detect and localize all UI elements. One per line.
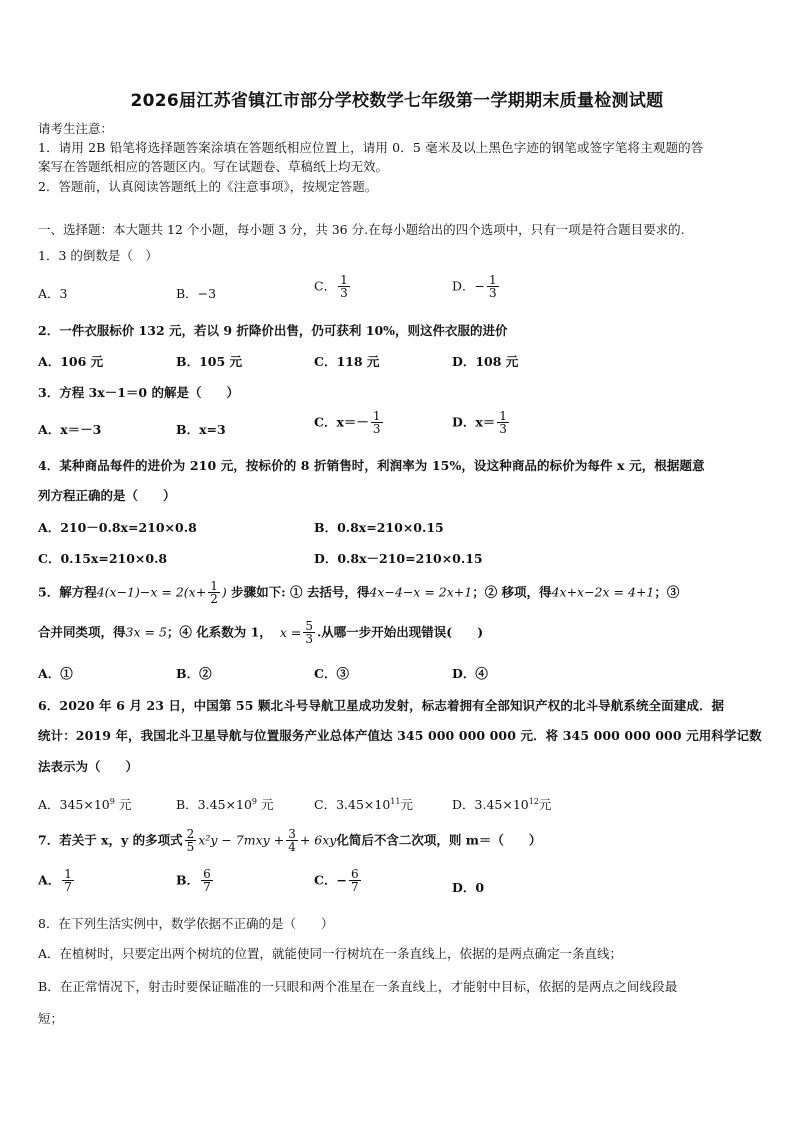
notice-item-1-line-2: 案写在答题纸相应的答题区内。写在试题卷、草稿纸上均无效。 <box>38 159 389 174</box>
q2-option-b: B．105 元 <box>176 354 243 369</box>
q2-option-d: D．108 元 <box>452 354 519 369</box>
q5-stem-line-2: 合并同类项，得3x = 5；④ 化系数为 1， x = $\frac{5}{3}$ .从哪一步开始出现错误( ) <box>38 619 484 646</box>
fraction: $\frac{1}{7}$ <box>64 867 72 894</box>
fraction: $\frac{1}{3}$ <box>340 273 348 300</box>
q1-stem: 1．3 的倒数是（ ） <box>38 248 158 263</box>
fraction: $\frac{5}{3}$ <box>305 619 313 646</box>
q4-stem-line-1: 4．某种商品每件的进价为 210 元，按标价的 8 折销售时，利润率为 15%，设这种商品的标价为每件 x 元，根据题意 <box>38 458 705 473</box>
q6-stem-line-3: 法表示为（ ） <box>38 759 139 774</box>
fraction: $\frac{6}{7}$ <box>203 867 211 894</box>
q6-option-c: C．$3.45\times 10^{11}$元 <box>314 796 413 812</box>
q2-option-a: A．106 元 <box>38 354 104 369</box>
q1-option-b: B．−3 <box>176 286 217 301</box>
q3-stem: 3．方程 3x－1＝0 的解是（ ） <box>38 385 239 400</box>
q6-option-a: A．$345\times 10^9$ 元 <box>38 796 132 812</box>
q1-option-a: A．3 <box>38 286 68 301</box>
q8-stem: 8．在下列生活实例中，数学依据不正确的是（ ） <box>38 916 334 931</box>
fraction: $\frac{6}{7}$ <box>350 867 359 894</box>
q4-option-c: C．0.15x=210×0.8 <box>38 551 168 566</box>
fraction: $\frac{2}{5}$ <box>186 827 195 854</box>
q1-option-d: D．− $\frac{1}{3}$ <box>452 273 497 300</box>
q8-option-b-line-2: 短； <box>38 1011 64 1026</box>
q3-option-c: C．x＝－ $\frac{1}{3}$ <box>314 409 381 436</box>
q8-option-b-line-1: B．在正常情况下，射击时要保证瞄准的一只眼和两个准星在一条直线上，才能射中目标，依据的是两点之间线段最 <box>38 979 678 994</box>
notice-item-2: 2．答题前，认真阅读答题纸上的《注意事项》，按规定答题。 <box>38 179 378 194</box>
fraction: $\frac{1}{3}$ <box>489 273 497 300</box>
q1-option-c: C． $\frac{1}{3}$ <box>314 273 348 300</box>
q6-stem-line-1: 6．2020 年 6 月 23 日，中国第 55 颗北斗号导航卫星成功发射，标志着拥有全部知识产权的北斗导航系统全面建成．据 <box>38 698 725 713</box>
notice-heading: 请考生注意： <box>38 121 114 136</box>
q2-stem: 2．一件衣服标价 132 元，若以 9 折降价出售，仍可获利 10%，则这件衣服的进价 <box>38 323 508 338</box>
q4-option-d: D．0.8x－210=210×0.15 <box>314 551 483 566</box>
q7-option-a: A． $\frac{1}{7}$ <box>38 867 72 894</box>
q6-option-d: D．$3.45\times 10^{12}$元 <box>452 796 552 812</box>
q4-stem-line-2: 列方程正确的是（ ） <box>38 488 176 503</box>
q6-option-b: B．$3.45\times 10^9$ 元 <box>176 796 274 812</box>
q4-option-a: A．210－0.8x=210×0.8 <box>38 520 197 535</box>
notice-item-1-line-1: 1．请用 2B 铅笔将选择题答案涂填在答题纸相应位置上，请用 0．5 毫米及以上黑色字迹的钢笔或签字笔将主观题的答 <box>38 140 704 155</box>
q5-option-c: C．③ <box>314 666 349 681</box>
q7-option-c: C．− $\frac{6}{7}$ <box>314 867 359 894</box>
q4-option-b: B．0.8x=210×0.15 <box>314 520 444 535</box>
q5-stem-line-1: 5．解方程4(x−1)−x = 2(x+ $\frac{1}{2}$ ) 步骤如下: ① 去括号，得4x−4−x = 2x+1；② 移项，得4x+x−2x = 4+1；③ <box>38 579 680 606</box>
fraction: $\frac{1}{3}$ <box>372 409 381 436</box>
q7-stem: 7．若关于 x，y 的多项式 $\frac{2}{5}$ x²y − 7mxy + $\frac{3}{4}$ + 6xy化简后不含二次项，则 m＝（ ） <box>38 827 542 854</box>
fraction: $\frac{3}{4}$ <box>288 827 296 854</box>
q7-option-d: D．0 <box>452 880 485 895</box>
page-title: 2026届江苏省镇江市部分学校数学七年级第一学期期末质量检测试题 <box>130 91 664 111</box>
q5-option-a: A．① <box>38 666 73 681</box>
q6-stem-line-2: 统计：2019 年，我国北斗卫星导航与位置服务产业总体产值达 345 000 000 000 元．将 345 000 000 000 元用科学记数 <box>38 728 762 743</box>
q7-option-b: B． $\frac{6}{7}$ <box>176 867 211 894</box>
q3-option-b: B．x=3 <box>176 422 226 437</box>
q2-option-c: C．118 元 <box>314 354 380 369</box>
q3-option-d: D．x＝ $\frac{1}{3}$ <box>452 409 507 436</box>
fraction: $\frac{1}{2}$ <box>210 579 218 606</box>
q8-option-a: A．在植树时，只要定出两个树坑的位置，就能使同一行树坑在一条直线上，依据的是两点确定一条直线； <box>38 946 623 961</box>
fraction: $\frac{1}{3}$ <box>499 409 507 436</box>
q5-option-d: D．④ <box>452 666 488 681</box>
section-heading: 一、选择题：本大题共 12 个小题，每小题 3 分，共 36 分.在每小题给出的四个选项中，只有一项是符合题目要求的. <box>38 222 685 237</box>
q3-option-a: A．x＝－3 <box>38 422 102 437</box>
q5-option-b: B．② <box>176 666 212 681</box>
